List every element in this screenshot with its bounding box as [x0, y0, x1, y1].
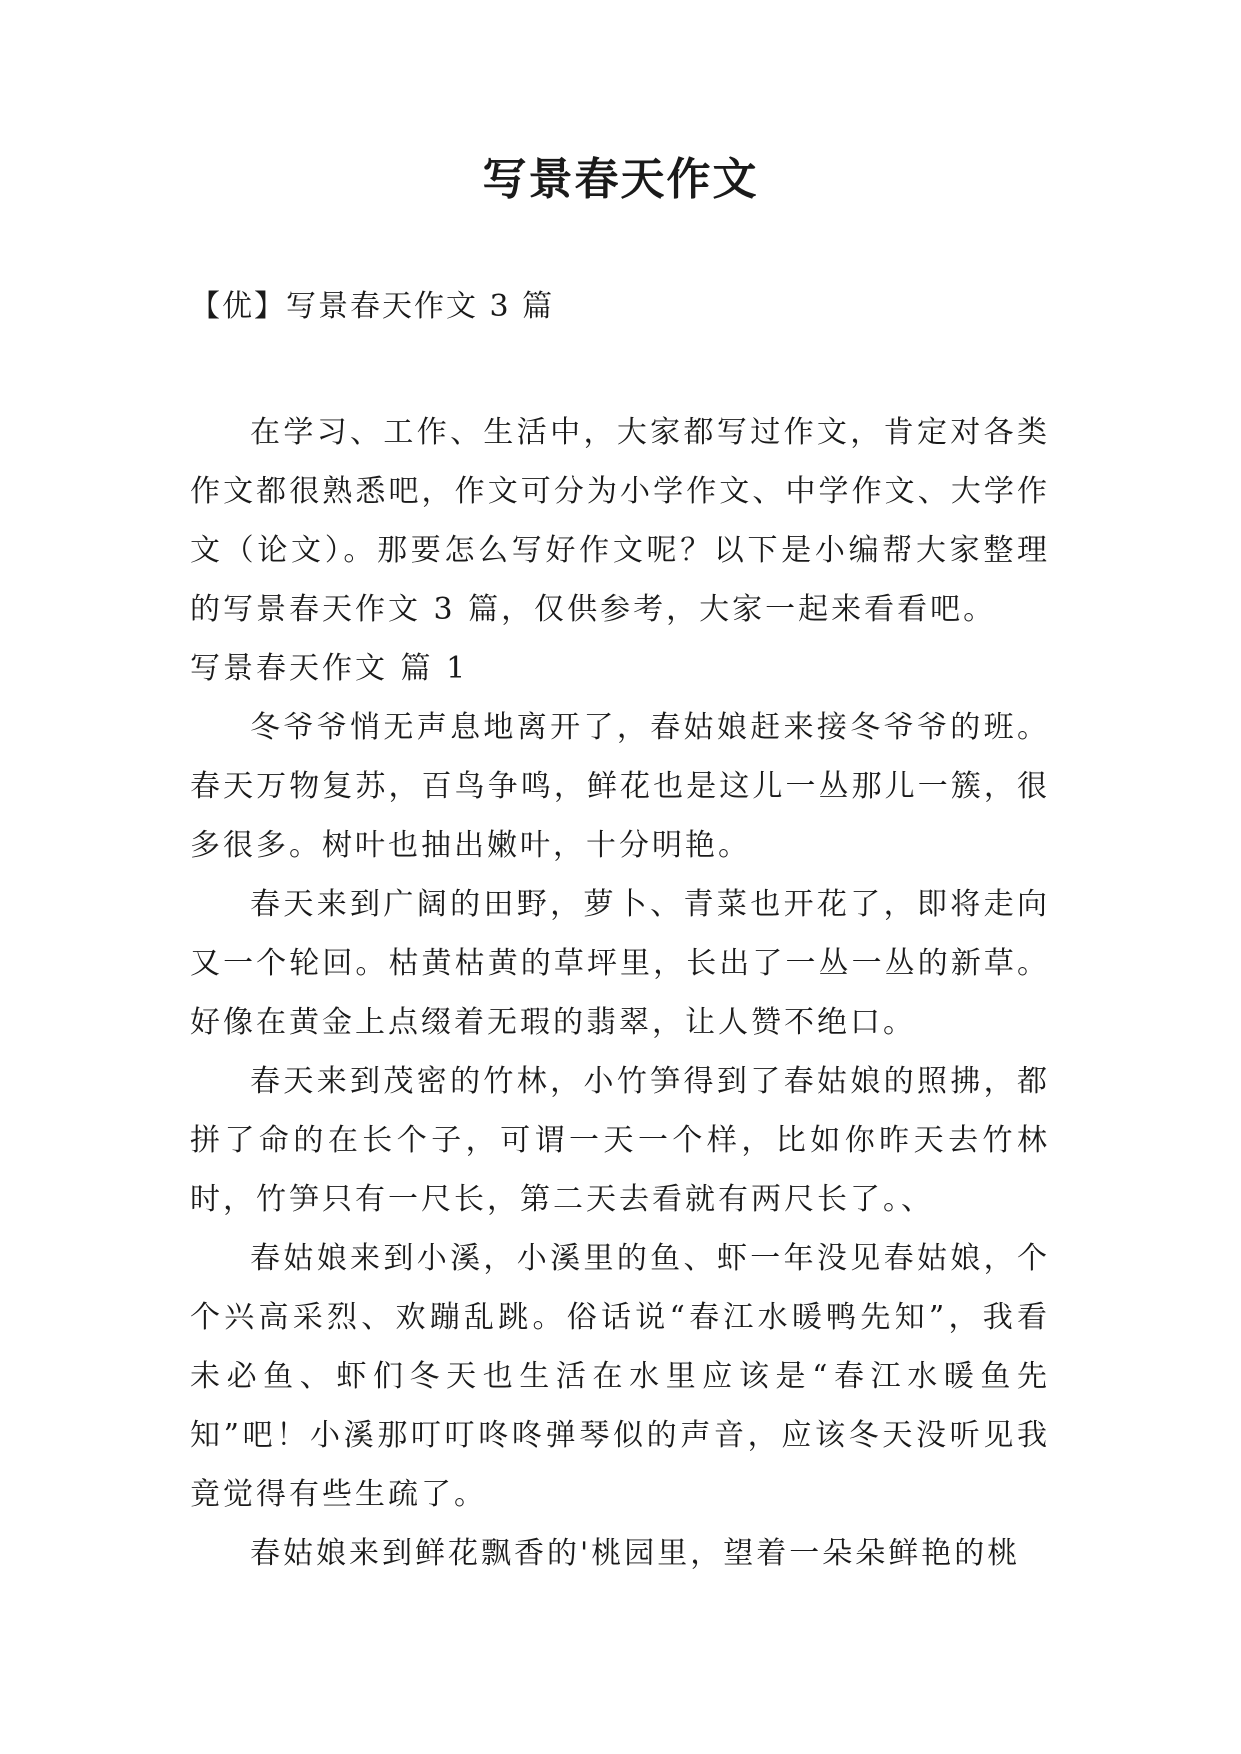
body-paragraph: 春天来到茂密的竹林，小竹笋得到了春姑娘的照拂，都拼了命的在长个子，可谓一天一个样，比如你昨天去竹林时，竹笋只有一尺长，第二天去看就有两尺长了。、	[190, 1064, 1050, 1217]
body-paragraph: 春天来到广阔的田野，萝卜、青菜也开花了，即将走向又一个轮回。枯黄枯黄的草坪里，长出了一丛一丛的新草。好像在黄金上点缀着无瑕的翡翠，让人赞不绝口。	[190, 887, 1050, 1040]
document-title: 写景春天作文	[482, 154, 759, 205]
body-paragraph: 春姑娘来到小溪，小溪里的鱼、虾一年没见春姑娘，个个兴高采烈、欢蹦乱跳。俗话说“春江水暖鸭先知”，我看未必鱼、虾们冬天也生活在水里应该是“春江水暖鱼先知”吧！小溪那叮叮咚咚弹琴似的声音，应该冬天没听见我竟觉得有些生疏了。	[190, 1241, 1050, 1512]
body-paragraph: 春姑娘来到鲜花飘香的'桃园里，望着一朵朵鲜艳的桃	[250, 1536, 1021, 1571]
body-paragraph: 冬爷爷悄无声息地离开了，春姑娘赶来接冬爷爷的班。春天万物复苏，百鸟争鸣，鲜花也是这儿一丛那儿一簇，很多很多。树叶也抽出嫩叶，十分明艳。	[190, 710, 1050, 863]
intro-paragraph: 在学习、工作、生活中，大家都写过作文，肯定对各类作文都很熟悉吧，作文可分为小学作文、中学作文、大学作文（论文）。那要怎么写好作文呢？以下是小编帮大家整理的写景春天作文 3 篇，仅供参考，大家一起来看看吧。	[190, 415, 1050, 627]
section-heading: 写景春天作文 篇 1	[190, 651, 469, 686]
document-body	[190, 403, 1050, 1583]
document-subtitle: 【优】写景春天作文 3 篇	[190, 289, 555, 324]
